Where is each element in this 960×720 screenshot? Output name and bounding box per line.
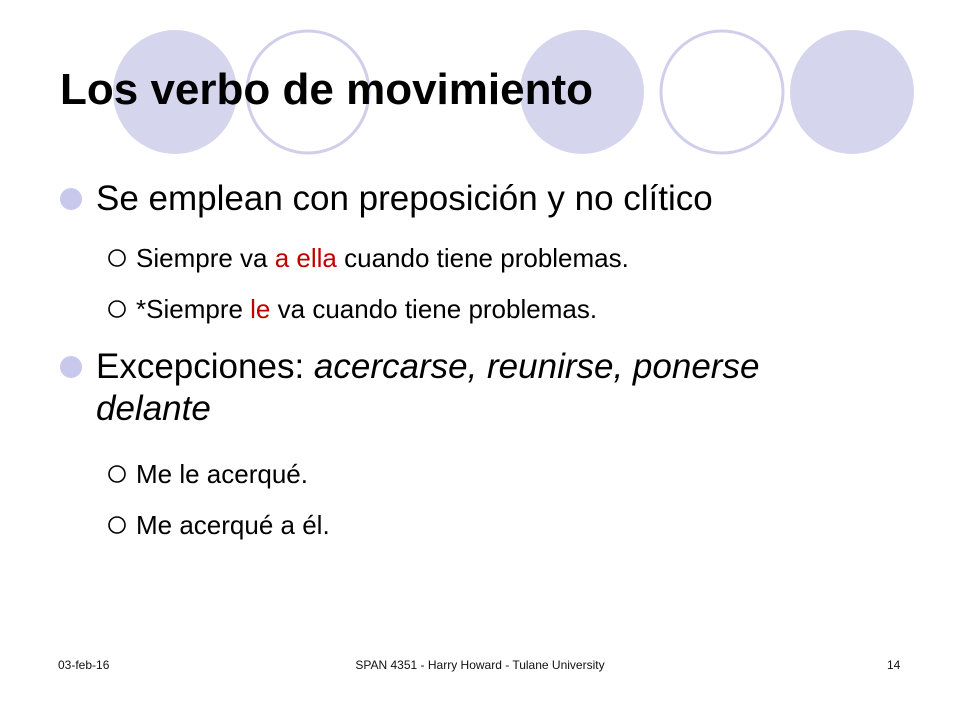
hollow-circle-bullet-icon bbox=[106, 247, 128, 269]
bullet-dot-icon bbox=[60, 356, 82, 378]
footer-page-number: 14 bbox=[887, 658, 901, 672]
bullet-2-lead: Excepciones: bbox=[96, 347, 314, 386]
bullet-2-italic-line-2: delante bbox=[96, 389, 211, 428]
sub-1-2-highlight: le bbox=[250, 294, 271, 324]
bullet-1-text: Se emplean con preposición y no clítico bbox=[96, 179, 713, 218]
bullet-dot-icon bbox=[60, 188, 82, 210]
hollow-circle-bullet-icon bbox=[106, 298, 128, 320]
sub-bullet-2-1 bbox=[136, 458, 308, 490]
sub-1-2-after: va cuando tiene problemas. bbox=[270, 294, 598, 324]
sub-1-1-highlight: a ella bbox=[274, 243, 337, 273]
sub-bullet-1-2 bbox=[136, 293, 597, 325]
sub-1-1-before: Siempre va bbox=[136, 243, 275, 273]
hollow-circle-bullet-icon bbox=[106, 514, 128, 536]
slide-title: Los verbo de movimiento bbox=[60, 65, 593, 114]
footer-center: SPAN 4351 - Harry Howard - Tulane University bbox=[355, 658, 605, 672]
bullet-2 bbox=[96, 346, 896, 430]
bullet-2-italic-line-1: acercarse, reunirse, ponerse bbox=[313, 347, 760, 386]
footer-date: 03-feb-16 bbox=[58, 658, 110, 672]
sub-2-1-text: Me le acerqué. bbox=[136, 459, 308, 489]
sub-bullet-1-1 bbox=[136, 242, 629, 274]
sub-bullet-2-2 bbox=[136, 509, 330, 541]
hollow-circle-bullet-icon bbox=[106, 463, 128, 485]
sub-1-2-before: *Siempre bbox=[136, 294, 251, 324]
sub-1-1-after: cuando tiene problemas. bbox=[336, 243, 629, 273]
sub-2-2-text: Me acerqué a él. bbox=[136, 510, 330, 540]
bullet-1 bbox=[96, 178, 896, 220]
